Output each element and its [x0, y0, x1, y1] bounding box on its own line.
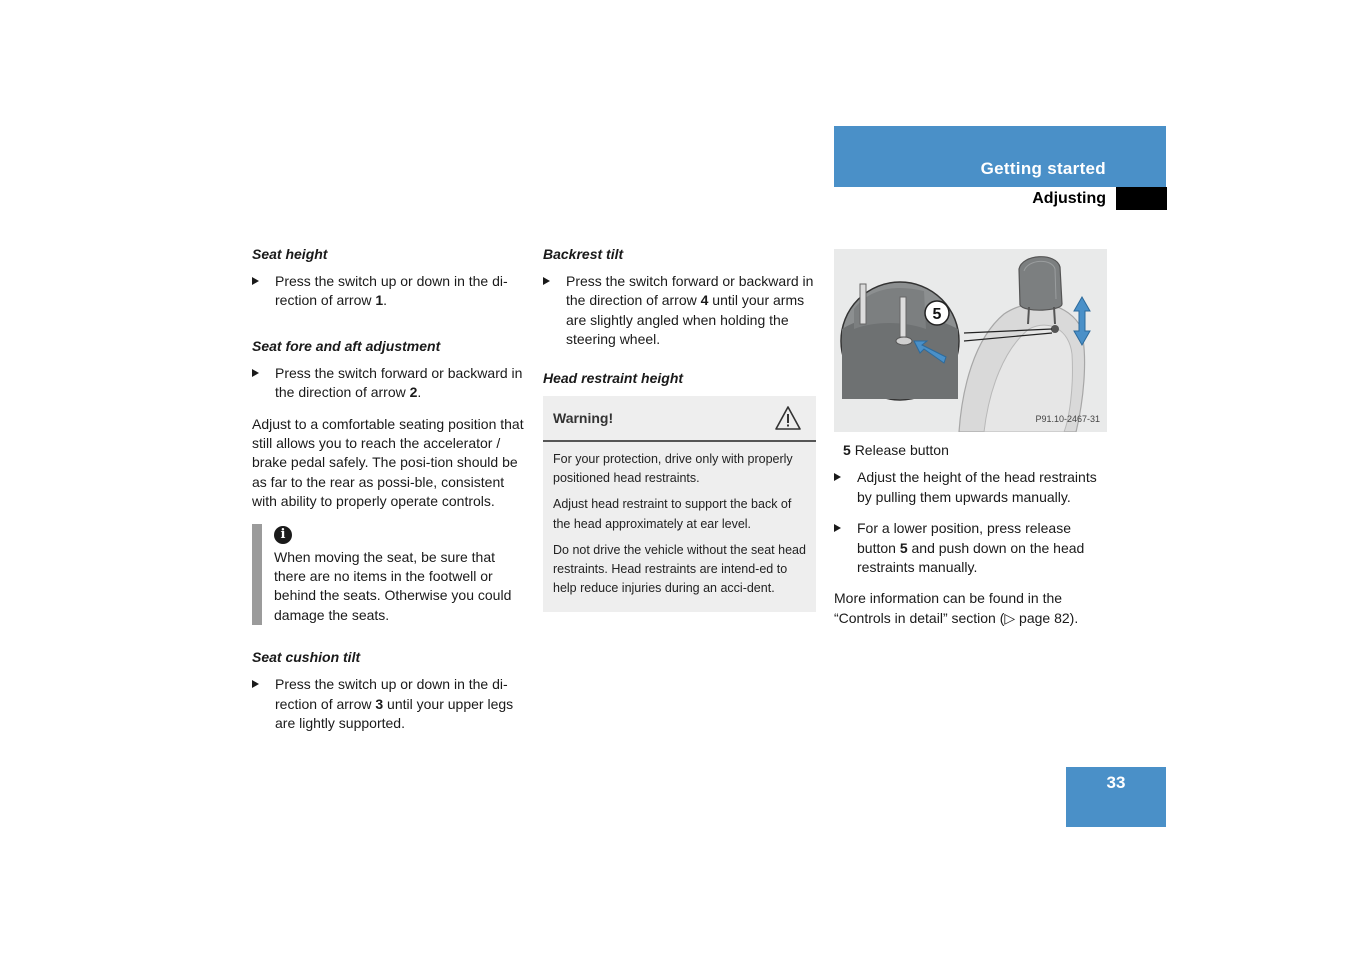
more-info-paragraph: More information can be found in the “Controls in detail” section (▷ page 82).: [834, 590, 1079, 626]
caption-number: 5: [843, 442, 851, 458]
note-bar: [252, 524, 262, 626]
column-left: [252, 244, 524, 746]
info-note: [252, 524, 524, 626]
bullet-lower-restraint: For a lower position, press release button 5 and push down on the head restraints manually.: [834, 519, 1106, 577]
chapter-title: Getting started: [980, 159, 1106, 178]
heading-cushion-tilt: Seat cushion tilt: [252, 649, 361, 666]
column-right: [834, 249, 1106, 640]
page-number-tab: [1066, 767, 1166, 827]
section-marker: [1116, 187, 1167, 210]
figure-caption: [843, 441, 1106, 460]
figure-code: P91.10-2467-31: [1035, 413, 1100, 424]
bullet-triangle-icon: [834, 473, 841, 481]
warning-label: Warning!: [553, 409, 614, 426]
bullet-triangle-icon: [252, 277, 259, 285]
bullet-backrest-tilt: Press the switch forward or backward in the direction of arrow 4 until your arms are slightly angled when holding the steering wheel.: [543, 272, 815, 350]
warning-body: [543, 442, 816, 612]
heading-backrest-tilt: Backrest tilt: [543, 246, 624, 262]
warning-text-1: For your protection, drive only with properly positioned head restraints.: [553, 451, 793, 485]
warning-header: [543, 396, 816, 442]
column-middle: [543, 244, 815, 612]
warning-box: [543, 396, 816, 612]
figure-callout-number: 5: [932, 306, 942, 323]
heading-seat-height: Seat height: [252, 246, 328, 262]
page-number: 33: [1106, 773, 1126, 792]
section-title: Adjusting: [1032, 190, 1106, 207]
heading-fore-aft: Seat fore and aft adjustment: [252, 337, 441, 354]
bullet-cushion-tilt: Press the switch up or down in the di-rection of arrow 3 until your upper legs are lightly supported.: [252, 675, 524, 733]
seat-illustration: [834, 249, 1107, 432]
warning-triangle-icon: [774, 405, 802, 431]
bullet-seat-height: Press the switch up or down in the di-rection of arrow 1.: [252, 272, 524, 311]
bullet-triangle-icon: [252, 369, 259, 377]
info-icon: i: [274, 526, 292, 544]
warning-text-2: Adjust head restraint to support the back of the head approximately at ear level.: [553, 497, 792, 531]
paragraph-seating-position: Adjust to a comfortable seating position that still allows you to reach the accelerator / brake pedal safely. The posi-tion should be as far to the rear as possi-ble, consistent with ability to properly operate controls.: [252, 415, 524, 510]
heading-head-restraint: Head restraint height: [543, 369, 684, 386]
bullet-triangle-icon: [543, 277, 550, 285]
caption-text: Release button: [854, 442, 949, 458]
bullet-fore-aft: Press the switch forward or backward in the direction of arrow 2.: [252, 364, 524, 403]
head-restraint-figure: [834, 249, 1107, 432]
bullet-triangle-icon: [834, 524, 841, 532]
note-text: When moving the seat, be sure that there are no items in the footwell or behind the seats. Otherwise you could damage the seats.: [274, 548, 512, 623]
chapter-tab: [834, 126, 1166, 187]
bullet-triangle-icon: [252, 680, 259, 688]
warning-text-3: Do not drive the vehicle without the seat head restraints. Head restraints are intend-ed to help reduce injuries during an acci-dent.: [553, 542, 806, 596]
bullet-raise-restraint: Adjust the height of the head restraints by pulling them upwards manually.: [834, 468, 1106, 507]
